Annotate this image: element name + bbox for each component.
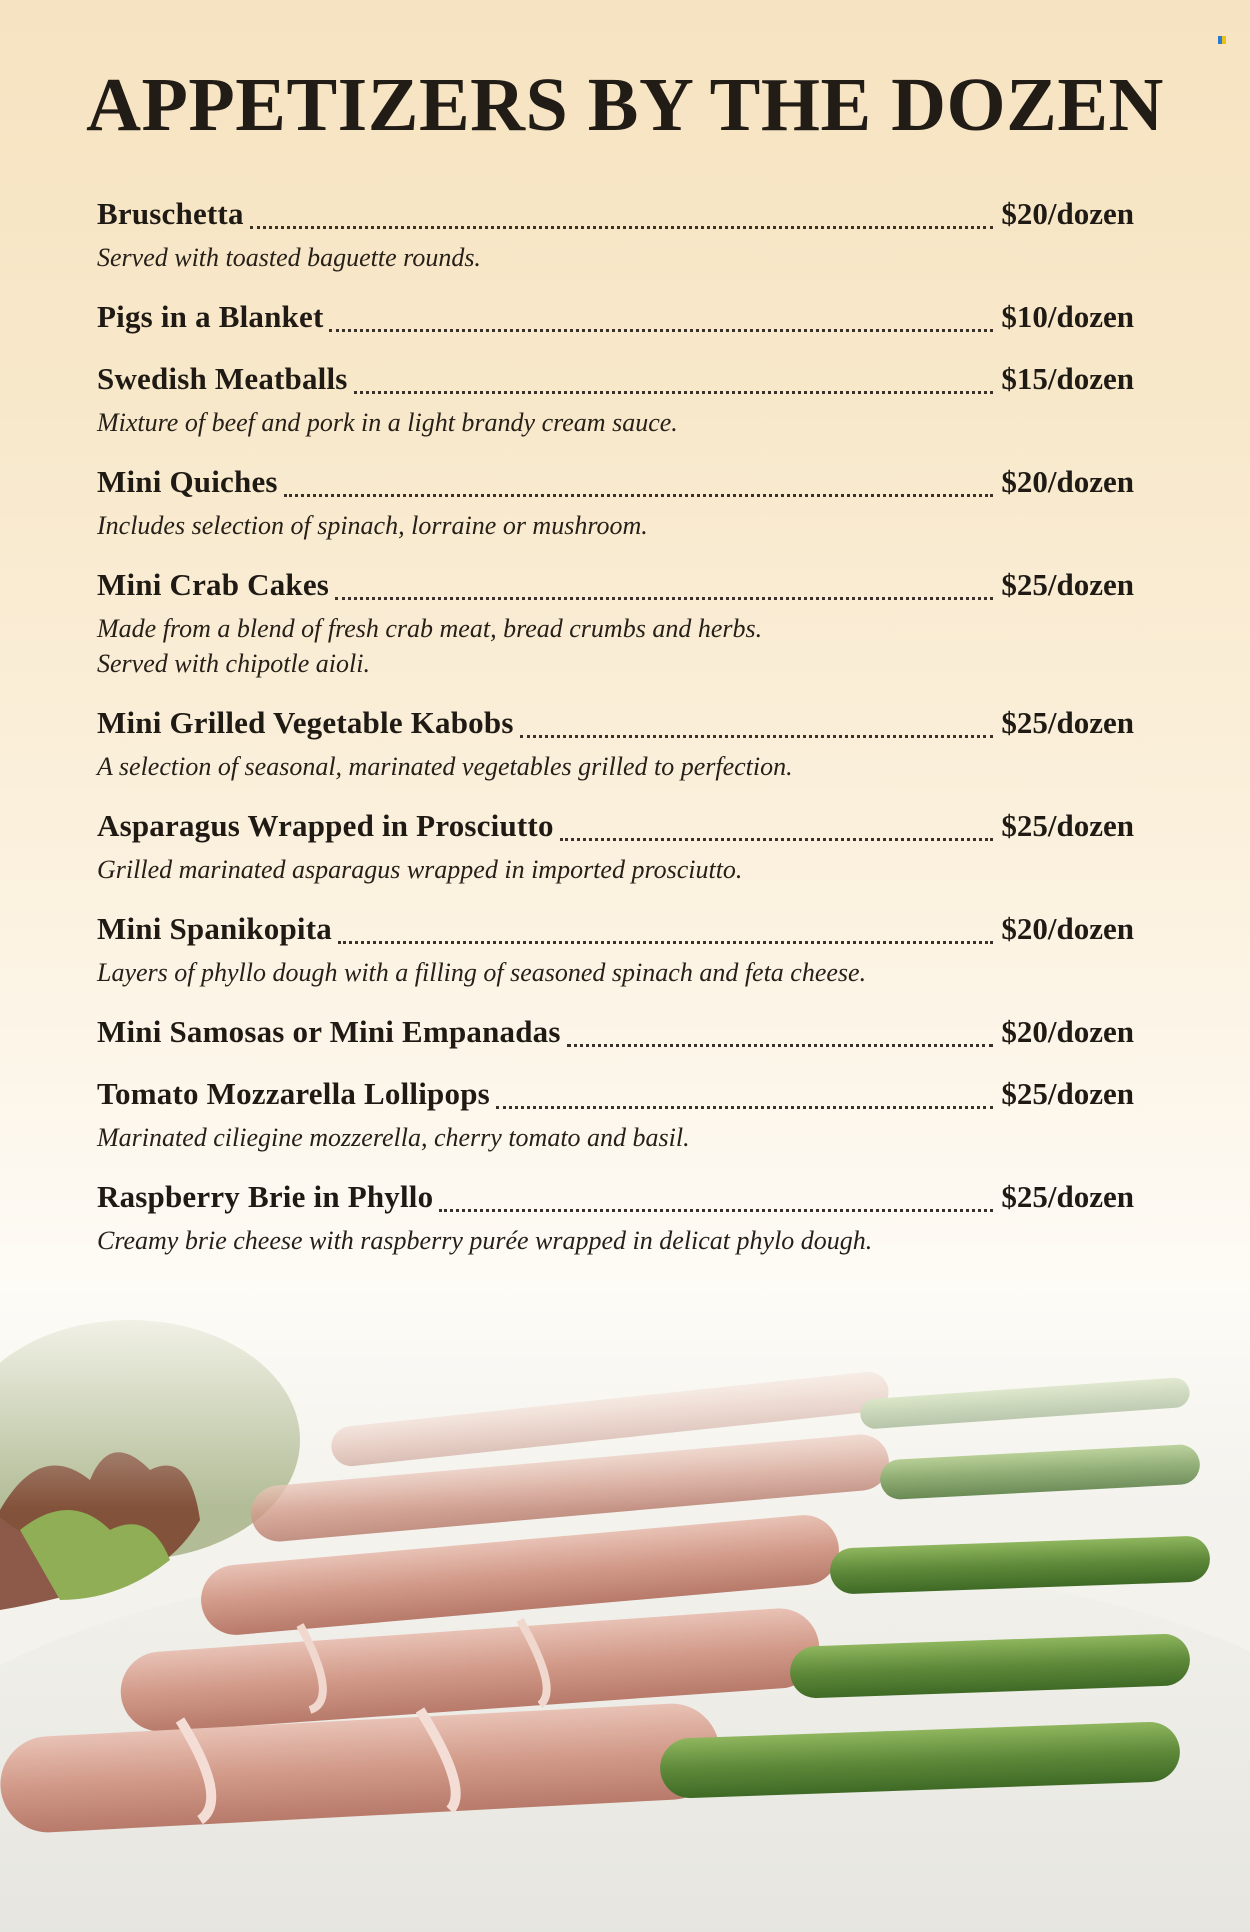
dot-leader <box>284 493 994 497</box>
item-name: Bruschetta <box>97 196 244 231</box>
item-price: $20/dozen <box>1001 196 1134 231</box>
item-description: Served with toasted baguette rounds. <box>97 243 481 272</box>
asparagus-prosciutto-photo <box>0 1280 1250 1932</box>
menu-item-row <box>97 1076 1134 1120</box>
menu-item-row <box>97 361 1134 405</box>
item-price: $25/dozen <box>1001 1076 1134 1111</box>
menu-item-row <box>97 196 1134 240</box>
item-name: Mini Spanikopita <box>97 911 332 946</box>
dot-leader <box>250 225 994 229</box>
menu-item <box>97 464 1134 543</box>
item-name: Tomato Mozzarella Lollipops <box>97 1076 490 1111</box>
menu-item <box>97 911 1134 990</box>
item-name: Mini Grilled Vegetable Kabobs <box>97 705 514 740</box>
item-name: Pigs in a Blanket <box>97 299 324 334</box>
menu-item <box>97 1179 1134 1258</box>
menu-item <box>97 196 1134 275</box>
menu-item <box>97 808 1134 887</box>
item-name: Asparagus Wrapped in Prosciutto <box>97 808 554 843</box>
item-price: $20/dozen <box>1001 464 1134 499</box>
item-description: A selection of seasonal, marinated vegetables grilled to perfection. <box>97 752 793 781</box>
item-price: $10/dozen <box>1001 299 1134 334</box>
item-name: Mini Crab Cakes <box>97 567 330 602</box>
menu-item <box>97 361 1134 440</box>
page-title: APPETIZERS BY THE DOZEN <box>86 63 1164 147</box>
menu-item-row <box>97 567 1134 611</box>
item-description: Marinated ciliegine mozzerella, cherry tomato and basil. <box>97 1123 690 1152</box>
menu-item-row <box>97 1179 1134 1223</box>
item-price: $25/dozen <box>1001 808 1134 843</box>
item-description: Grilled marinated asparagus wrapped in imported prosciutto. <box>97 855 743 884</box>
item-name: Raspberry Brie in Phyllo <box>97 1179 434 1214</box>
menu-item <box>97 567 1134 681</box>
dot-leader <box>329 328 993 332</box>
dot-leader <box>520 734 994 738</box>
dot-leader <box>338 940 993 944</box>
item-description: Creamy brie cheese with raspberry purée wrapped in delicat phylo dough. <box>97 1226 873 1255</box>
menu-item <box>97 299 1134 343</box>
item-price: $20/dozen <box>1001 1014 1134 1049</box>
corner-mark <box>1218 36 1226 44</box>
menu-list <box>97 196 1134 1282</box>
dot-leader <box>335 596 993 600</box>
menu-item <box>97 1076 1134 1155</box>
menu-item-row <box>97 705 1134 749</box>
item-price: $25/dozen <box>1001 567 1134 602</box>
item-description: Made from a blend of fresh crab meat, bread crumbs and herbs. <box>97 614 763 643</box>
menu-item-row <box>97 464 1134 508</box>
menu-item-row <box>97 911 1134 955</box>
item-name: Swedish Meatballs <box>97 361 348 396</box>
item-description: Includes selection of spinach, lorraine or mushroom. <box>97 511 648 540</box>
item-name: Mini Quiches <box>97 464 278 499</box>
item-price: $25/dozen <box>1001 1179 1134 1214</box>
item-price: $15/dozen <box>1001 361 1134 396</box>
menu-item-row <box>97 1014 1134 1058</box>
menu-item-row <box>97 808 1134 852</box>
item-description: Served with chipotle aioli. <box>97 649 370 678</box>
menu-item <box>97 1014 1134 1058</box>
dot-leader <box>496 1105 993 1109</box>
item-name: Mini Samosas or Mini Empanadas <box>97 1014 561 1049</box>
dot-leader <box>354 390 994 394</box>
dot-leader <box>439 1208 993 1212</box>
item-description: Layers of phyllo dough with a filling of seasoned spinach and feta cheese. <box>97 958 867 987</box>
item-description: Mixture of beef and pork in a light brandy cream sauce. <box>97 408 678 437</box>
menu-item <box>97 705 1134 784</box>
dot-leader <box>560 837 994 841</box>
item-price: $25/dozen <box>1001 705 1134 740</box>
item-price: $20/dozen <box>1001 911 1134 946</box>
dot-leader <box>567 1043 994 1047</box>
menu-item-row <box>97 299 1134 343</box>
